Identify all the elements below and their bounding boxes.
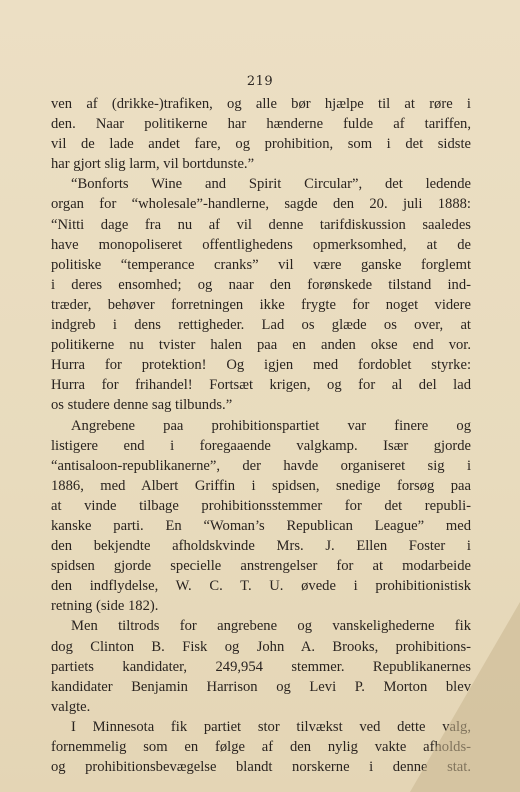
page-number: 219: [246, 74, 274, 89]
text-line: “antisaloon-republikanerne”, der havde organiseret sig i: [51, 457, 471, 474]
text-line: dog Clinton B. Fisk og John A. Brooks, prohibitions-: [51, 638, 471, 655]
text-line: den bekjendte afholdskvinde Mrs. J. Ellen Foster i: [51, 538, 471, 555]
text-line: valgte.: [51, 698, 91, 715]
text-line: ven af (drikke-)trafiken, og alle bør hjælpe til at røre i: [51, 96, 471, 112]
text-line: partiets kandidater, 249,954 stemmer. Republikanernes: [51, 658, 471, 675]
text-line: politiske “temperance cranks” vil være ganske forglemt: [51, 256, 471, 273]
text-line: kanske parti. En “Woman’s Republican League” med: [51, 517, 471, 534]
text-line: at vinde tilbage prohibitionsstemmer for det republi-: [51, 497, 471, 514]
text-line: træder, behøver forretningen ikke frygte for noget videre: [51, 296, 471, 313]
body-text: [51, 94, 471, 777]
text-line: politikerne nu tvister halen paa en anden okse end vor.: [51, 337, 471, 354]
text-line: indgreb i dens rettigheder. Lad os glæde os over, at: [51, 317, 471, 334]
text-line: den. Naar politikerne har hænderne fulde af tariffen,: [51, 116, 471, 133]
text-line: kandidater Benjamin Harrison og Levi P. Morton blev: [51, 678, 471, 695]
text-line: have monopoliseret offentlighedens opmerksomhed, at de: [51, 236, 471, 253]
text-line: spidsen gjorde specielle anstrengelser for at modarbeide: [51, 558, 471, 575]
text-line: retning (side 182).: [51, 598, 159, 615]
text-line: Hurra for protektion! Og igjen med fordoblet styrke:: [51, 357, 471, 374]
text-line: 1886, med Albert Griffin i spidsen, snedige forsøg paa: [51, 477, 471, 494]
text-line: I Minnesota fik partiet stor tilvækst ved dette valg,: [71, 718, 471, 735]
text-line: den indflydelse, W. C. T. U. øvede i prohibitionistisk: [51, 578, 471, 595]
text-line: i deres ensomhed; og naar den forønskede tilstand ind-: [51, 276, 471, 293]
text-line: Angrebene paa prohibitionspartiet var finere og: [71, 417, 471, 434]
text-line: fornemmelig som en følge af den nylig vakte afholds-: [51, 739, 471, 755]
text-line: vil de lade andet fare, og prohibition, som i det sidste: [51, 136, 471, 153]
text-line: og prohibitionsbevægelse blandt norskerne i denne stat.: [51, 759, 471, 776]
text-line: Hurra for frihandel! Fortsæt krigen, og for al del lad: [51, 377, 471, 394]
text-line: Men tiltrods for angrebene og vanskelighederne fik: [71, 618, 471, 635]
text-line: os studere denne sag tilbunds.”: [51, 397, 233, 414]
page-corner-shadow: [410, 602, 520, 792]
text-line: listigere end i foregaaende valgkamp. Især gjorde: [51, 437, 471, 454]
text-line: “Nitti dage fra nu af vil denne tarifdiskussion saaledes: [51, 216, 471, 233]
text-line: organ for “wholesale”-handlerne, sagde den 20. juli 1888:: [51, 196, 471, 213]
text-line: har gjort slig larm, vil bortdunste.”: [51, 156, 255, 173]
text-line: “Bonforts Wine and Spirit Circular”, det ledende: [71, 176, 471, 193]
